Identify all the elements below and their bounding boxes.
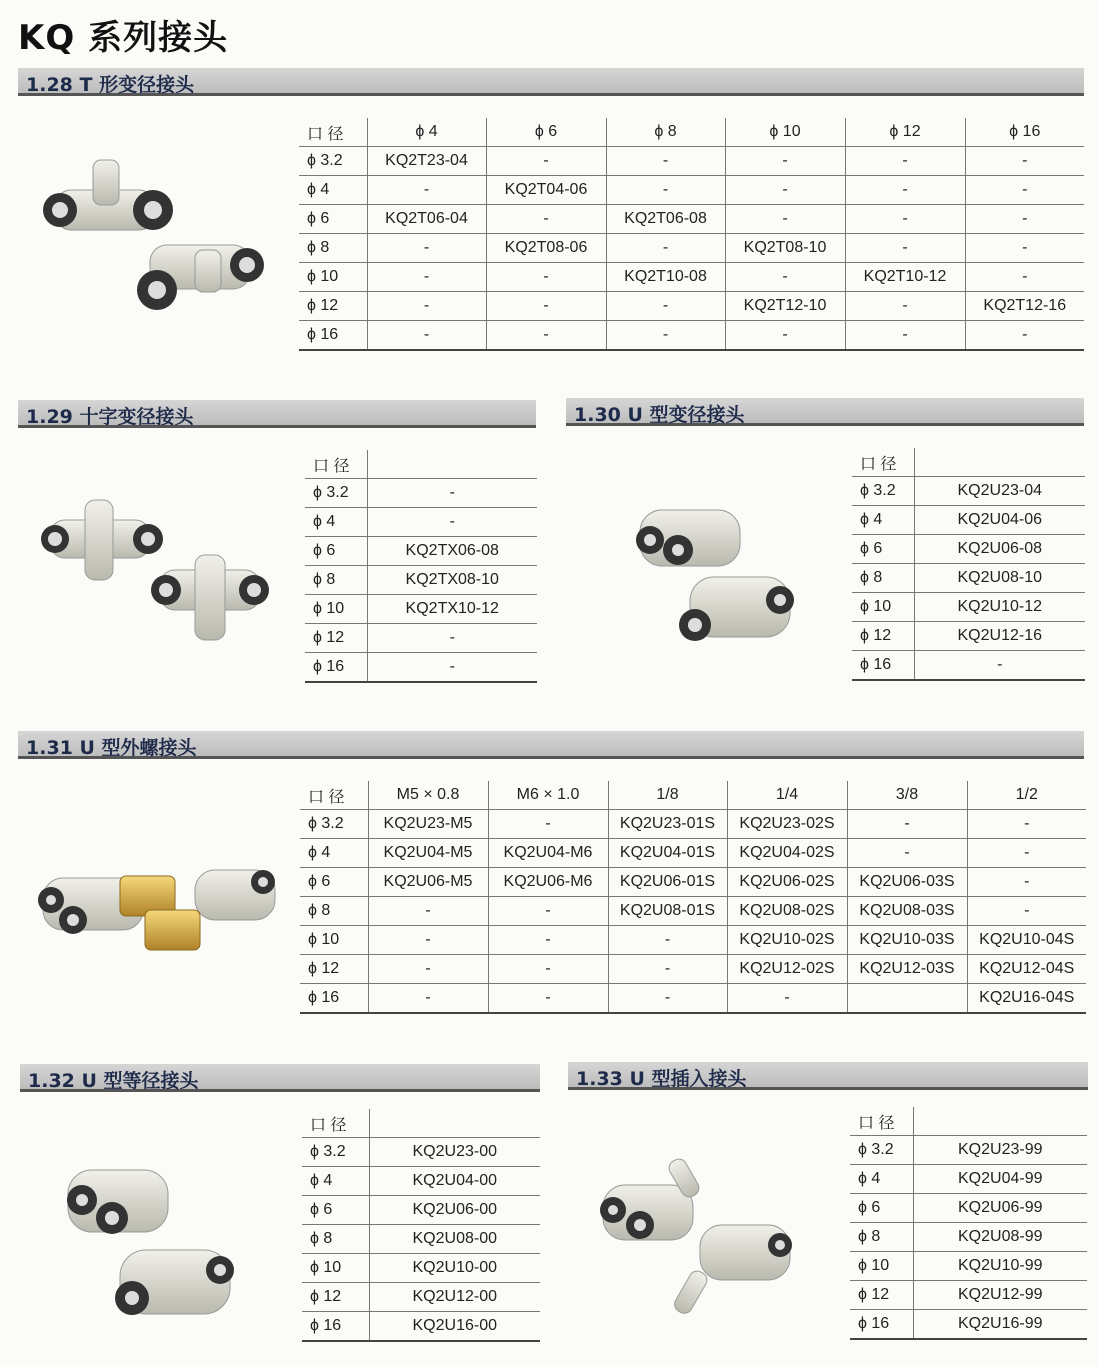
table-cell: KQ2U16-04S [967, 984, 1086, 1014]
table-row [850, 1223, 1087, 1252]
table-cell: KQ2U04-01S [608, 839, 727, 868]
table-cell: - [967, 810, 1086, 839]
header-label-cell: 口 径 [302, 1109, 369, 1138]
table-cell: KQ2U16-99 [913, 1310, 1087, 1340]
table-cell: - [367, 653, 537, 683]
table-cell: - [725, 176, 845, 205]
row-label-cell: ϕ 10 [302, 1254, 369, 1283]
spec-table-1-30 [852, 448, 1085, 681]
row-label-cell: ϕ 10 [852, 593, 914, 622]
header-label-cell: 口 径 [299, 118, 367, 147]
table-cell: - [965, 147, 1084, 176]
row-label-cell: ϕ 16 [302, 1312, 369, 1342]
row-label-cell: ϕ 6 [850, 1194, 913, 1223]
header-cell: 1/8 [608, 781, 727, 810]
section-header-1-30 [566, 398, 1084, 426]
table-cell: - [845, 147, 965, 176]
table-row [850, 1252, 1087, 1281]
table-row [300, 839, 1086, 868]
table-cell: - [847, 839, 967, 868]
table-cell: KQ2U08-00 [369, 1225, 540, 1254]
row-label-cell: ϕ 4 [852, 506, 914, 535]
table-cell: KQ2U10-12 [914, 593, 1085, 622]
header-cell: 1/2 [967, 781, 1086, 810]
table-row [852, 564, 1085, 593]
table-row [852, 506, 1085, 535]
table-cell: - [606, 176, 725, 205]
table-cell: - [608, 926, 727, 955]
u-reducer-image [630, 495, 800, 665]
section-header-1-33 [568, 1062, 1088, 1090]
table-cell: KQ2U06-M5 [368, 868, 488, 897]
table-cell: - [965, 234, 1084, 263]
row-label-cell: ϕ 12 [299, 292, 367, 321]
table-cell: - [725, 263, 845, 292]
table-row [852, 535, 1085, 564]
row-label-cell: ϕ 12 [850, 1281, 913, 1310]
table-cell: KQ2U08-99 [913, 1223, 1087, 1252]
table-row [302, 1283, 540, 1312]
table-cell: KQ2T12-10 [725, 292, 845, 321]
table-cell: - [367, 292, 486, 321]
table-cell: - [368, 984, 488, 1014]
row-label-cell: ϕ 16 [299, 321, 367, 351]
section-title: 1.28 T 形变径接头 [26, 74, 195, 96]
table-row [300, 897, 1086, 926]
table-cell: - [367, 508, 537, 537]
table-row [305, 537, 537, 566]
header-cell: M6 × 1.0 [488, 781, 608, 810]
row-label-cell: ϕ 3.2 [302, 1138, 369, 1167]
table-row [852, 593, 1085, 622]
cross-fitting-image [40, 495, 270, 655]
row-label-cell: ϕ 10 [850, 1252, 913, 1281]
table-row [305, 508, 537, 537]
table-cell: - [367, 479, 537, 508]
table-cell: - [606, 321, 725, 351]
header-cell: M5 × 0.8 [368, 781, 488, 810]
table-cell: KQ2U10-04S [967, 926, 1086, 955]
table-cell: KQ2T10-12 [845, 263, 965, 292]
table-cell: - [368, 955, 488, 984]
table-cell: - [368, 897, 488, 926]
table-row [302, 1225, 540, 1254]
table-row [299, 205, 1084, 234]
spec-table-1-29 [305, 450, 537, 683]
header-cell: ϕ 12 [845, 118, 965, 147]
section-header-1-28 [18, 68, 1084, 96]
table-cell: KQ2U08-01S [608, 897, 727, 926]
table-cell [847, 984, 967, 1014]
row-label-cell: ϕ 12 [852, 622, 914, 651]
table-cell: - [608, 984, 727, 1014]
table-cell: - [606, 234, 725, 263]
header-cell: ϕ 10 [725, 118, 845, 147]
row-label-cell: ϕ 10 [305, 595, 367, 624]
table-cell: KQ2U06-03S [847, 868, 967, 897]
section-title: 1.29 十字变径接头 [26, 406, 194, 428]
tee-fitting-image [35, 155, 275, 325]
spec-table-1-31 [300, 781, 1086, 1014]
spec-table-1-32 [302, 1109, 540, 1342]
section-title: 1.33 U 型插入接头 [576, 1068, 747, 1090]
table-cell: - [488, 810, 608, 839]
table-cell: KQ2U12-04S [967, 955, 1086, 984]
table-cell: KQ2U23-M5 [368, 810, 488, 839]
row-label-cell: ϕ 10 [300, 926, 368, 955]
table-cell: - [967, 897, 1086, 926]
row-label-cell: ϕ 3.2 [850, 1136, 913, 1165]
table-cell: KQ2U23-00 [369, 1138, 540, 1167]
table-row [302, 1312, 540, 1342]
table-header-row [299, 118, 1084, 147]
table-row [852, 477, 1085, 506]
row-label-cell: ϕ 6 [305, 537, 367, 566]
header-cell: ϕ 6 [486, 118, 606, 147]
table-row [300, 984, 1086, 1014]
header-cell: ϕ 4 [367, 118, 486, 147]
table-cell: - [845, 292, 965, 321]
table-row [850, 1281, 1087, 1310]
table-cell: KQ2U10-02S [727, 926, 847, 955]
table-cell: KQ2T06-08 [606, 205, 725, 234]
table-cell: - [965, 263, 1084, 292]
table-row [299, 263, 1084, 292]
table-cell: - [606, 147, 725, 176]
table-cell: - [845, 321, 965, 351]
table-cell: - [845, 205, 965, 234]
row-label-cell: ϕ 12 [305, 624, 367, 653]
table-cell: - [965, 176, 1084, 205]
table-row [852, 622, 1085, 651]
table-cell: KQ2U04-00 [369, 1167, 540, 1196]
header-label-cell: 口 径 [850, 1107, 913, 1136]
row-label-cell: ϕ 8 [305, 566, 367, 595]
section-title: 1.31 U 型外螺接头 [26, 737, 197, 759]
table-cell: - [488, 955, 608, 984]
row-label-cell: ϕ 4 [305, 508, 367, 537]
header-label-cell: 口 径 [300, 781, 368, 810]
table-row [305, 595, 537, 624]
table-cell: - [486, 205, 606, 234]
table-cell: KQ2U23-99 [913, 1136, 1087, 1165]
header-cell [367, 450, 537, 479]
row-label-cell: ϕ 6 [299, 205, 367, 234]
table-cell: KQ2U06-08 [914, 535, 1085, 564]
row-label-cell: ϕ 3.2 [305, 479, 367, 508]
table-cell: - [606, 292, 725, 321]
table-row [299, 292, 1084, 321]
header-cell [369, 1109, 540, 1138]
page-title: KQ 系列接头 [18, 18, 229, 58]
table-cell: KQ2T06-04 [367, 205, 486, 234]
section-title: 1.32 U 型等径接头 [28, 1070, 199, 1092]
table-cell: - [368, 926, 488, 955]
section-title: 1.30 U 型变径接头 [574, 404, 745, 426]
row-label-cell: ϕ 8 [850, 1223, 913, 1252]
table-cell: KQ2TX10-12 [367, 595, 537, 624]
row-label-cell: ϕ 10 [299, 263, 367, 292]
header-cell [913, 1107, 1087, 1136]
row-label-cell: ϕ 12 [300, 955, 368, 984]
row-label-cell: ϕ 16 [305, 653, 367, 683]
row-label-cell: ϕ 4 [300, 839, 368, 868]
table-row [299, 147, 1084, 176]
table-cell: - [367, 321, 486, 351]
table-header-row [305, 450, 537, 479]
table-cell: KQ2U12-16 [914, 622, 1085, 651]
table-row [305, 566, 537, 595]
row-label-cell: ϕ 3.2 [300, 810, 368, 839]
spec-table-1-33 [850, 1107, 1087, 1340]
table-cell: KQ2U10-99 [913, 1252, 1087, 1281]
table-cell: - [845, 234, 965, 263]
table-cell: - [608, 955, 727, 984]
table-cell: KQ2T04-06 [486, 176, 606, 205]
table-header-row [850, 1107, 1087, 1136]
table-cell: - [486, 147, 606, 176]
table-cell: KQ2U04-M5 [368, 839, 488, 868]
table-cell: KQ2U12-00 [369, 1283, 540, 1312]
table-cell: - [725, 147, 845, 176]
table-cell: KQ2U12-03S [847, 955, 967, 984]
table-cell: - [965, 321, 1084, 351]
table-cell: - [847, 810, 967, 839]
table-cell: KQ2T12-16 [965, 292, 1084, 321]
table-row [305, 624, 537, 653]
table-cell: KQ2U10-03S [847, 926, 967, 955]
row-label-cell: ϕ 16 [850, 1310, 913, 1340]
table-row [300, 868, 1086, 897]
table-cell: - [486, 321, 606, 351]
row-label-cell: ϕ 3.2 [852, 477, 914, 506]
section-header-1-32 [20, 1064, 540, 1092]
table-row [302, 1254, 540, 1283]
header-cell: ϕ 8 [606, 118, 725, 147]
table-row [850, 1310, 1087, 1340]
table-cell: KQ2U23-02S [727, 810, 847, 839]
table-row [850, 1136, 1087, 1165]
table-cell: - [725, 321, 845, 351]
table-cell: KQ2U08-10 [914, 564, 1085, 593]
table-cell: KQ2U06-01S [608, 868, 727, 897]
table-cell: - [488, 926, 608, 955]
row-label-cell: ϕ 12 [302, 1283, 369, 1312]
table-row [302, 1196, 540, 1225]
section-header-1-29 [18, 400, 536, 428]
row-label-cell: ϕ 8 [302, 1225, 369, 1254]
table-cell: KQ2U23-01S [608, 810, 727, 839]
row-label-cell: ϕ 16 [300, 984, 368, 1014]
table-header-row [302, 1109, 540, 1138]
header-label-cell: 口 径 [852, 448, 914, 477]
table-row [305, 653, 537, 683]
table-cell: - [914, 651, 1085, 681]
table-cell: - [367, 176, 486, 205]
row-label-cell: ϕ 8 [852, 564, 914, 593]
row-label-cell: ϕ 4 [850, 1165, 913, 1194]
row-label-cell: ϕ 16 [852, 651, 914, 681]
table-cell: KQ2U12-99 [913, 1281, 1087, 1310]
table-cell: - [367, 234, 486, 263]
row-label-cell: ϕ 4 [299, 176, 367, 205]
table-cell: KQ2T23-04 [367, 147, 486, 176]
table-cell: - [725, 205, 845, 234]
table-row [850, 1165, 1087, 1194]
table-cell: KQ2U08-03S [847, 897, 967, 926]
section-header-1-31 [18, 731, 1084, 759]
table-cell: - [965, 205, 1084, 234]
table-row [850, 1194, 1087, 1223]
table-row [302, 1138, 540, 1167]
table-cell: - [367, 624, 537, 653]
table-cell: KQ2T10-08 [606, 263, 725, 292]
header-cell: 1/4 [727, 781, 847, 810]
row-label-cell: ϕ 4 [302, 1167, 369, 1196]
table-cell: KQ2T08-10 [725, 234, 845, 263]
table-cell: KQ2U04-M6 [488, 839, 608, 868]
table-row [305, 479, 537, 508]
row-label-cell: ϕ 6 [852, 535, 914, 564]
table-cell: KQ2TX08-10 [367, 566, 537, 595]
table-cell: KQ2U10-00 [369, 1254, 540, 1283]
table-row [852, 651, 1085, 681]
table-cell: KQ2U16-00 [369, 1312, 540, 1342]
table-row [300, 926, 1086, 955]
row-label-cell: ϕ 6 [300, 868, 368, 897]
u-plug-in-image [595, 1150, 805, 1320]
table-row [299, 176, 1084, 205]
header-cell: 3/8 [847, 781, 967, 810]
table-cell: KQ2U04-06 [914, 506, 1085, 535]
header-label-cell: 口 径 [305, 450, 367, 479]
table-row [300, 955, 1086, 984]
table-row [299, 321, 1084, 351]
u-union-image [60, 1160, 240, 1335]
table-cell: KQ2T08-06 [486, 234, 606, 263]
table-cell: KQ2U12-02S [727, 955, 847, 984]
header-cell [914, 448, 1085, 477]
table-cell: - [727, 984, 847, 1014]
table-cell: - [486, 292, 606, 321]
table-cell: KQ2U06-99 [913, 1194, 1087, 1223]
table-cell: - [486, 263, 606, 292]
table-cell: KQ2U06-02S [727, 868, 847, 897]
table-row [302, 1167, 540, 1196]
table-cell: KQ2U23-04 [914, 477, 1085, 506]
u-male-thread-image [35, 850, 280, 970]
table-cell: - [488, 984, 608, 1014]
table-row [300, 810, 1086, 839]
table-cell: KQ2TX06-08 [367, 537, 537, 566]
table-cell: - [367, 263, 486, 292]
row-label-cell: ϕ 3.2 [299, 147, 367, 176]
table-cell: KQ2U08-02S [727, 897, 847, 926]
table-header-row [300, 781, 1086, 810]
header-cell: ϕ 16 [965, 118, 1084, 147]
table-cell: - [967, 868, 1086, 897]
table-row [299, 234, 1084, 263]
table-cell: - [845, 176, 965, 205]
row-label-cell: ϕ 6 [302, 1196, 369, 1225]
table-cell: KQ2U06-00 [369, 1196, 540, 1225]
table-cell: KQ2U04-02S [727, 839, 847, 868]
table-header-row [852, 448, 1085, 477]
table-cell: KQ2U06-M6 [488, 868, 608, 897]
table-cell: - [488, 897, 608, 926]
row-label-cell: ϕ 8 [299, 234, 367, 263]
row-label-cell: ϕ 8 [300, 897, 368, 926]
table-cell: KQ2U04-99 [913, 1165, 1087, 1194]
spec-table-1-28 [299, 118, 1084, 351]
table-cell: - [967, 839, 1086, 868]
